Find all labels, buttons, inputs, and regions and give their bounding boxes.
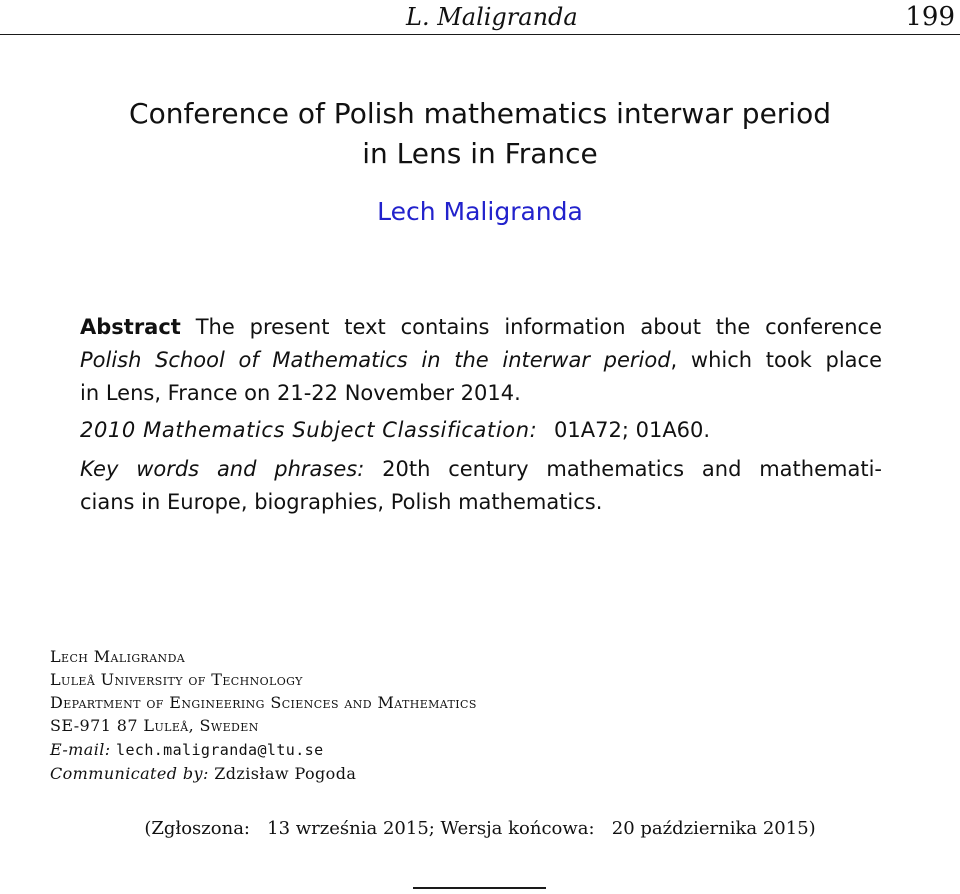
- paper-title: [0, 94, 960, 174]
- abstract-italic-phrase: Polish School of Mathematics in the interwar period: [80, 348, 671, 372]
- communicated-line: [50, 763, 356, 785]
- abstract-line-3: in Lens, France on 21-22 November 2014.: [80, 381, 521, 405]
- submission-dates: (Zgłoszona: 13 września 2015; Wersja końcowa: 20 października 2015): [144, 818, 816, 839]
- email-label: E-mail:: [50, 740, 111, 759]
- running-head-author: L. Maligranda: [406, 3, 578, 31]
- keywords-label: Key words and phrases:: [80, 457, 365, 481]
- address-department: Department of Engineering Sciences and Mathematics: [50, 693, 477, 712]
- footnote-rule: [413, 887, 546, 889]
- abstract-line-1: [80, 313, 882, 341]
- msc-line: [80, 416, 882, 444]
- address-postal: SE-971 87 Luleå, Sweden: [50, 716, 259, 735]
- abstract-text-1: The present text contains information about the conference: [195, 315, 882, 339]
- communicated-name: Zdzisław Pogoda: [214, 764, 357, 783]
- author-link[interactable]: Lech Maligranda: [377, 197, 583, 226]
- abstract-label: Abstract: [80, 315, 181, 339]
- email-line: [50, 739, 324, 761]
- msc-value: 01A72; 01A60.: [554, 418, 711, 442]
- keywords-text-1: 20th century mathematics and mathemati-: [382, 457, 882, 481]
- keywords-line-2: cians in Europe, biographies, Polish mathematics.: [80, 490, 603, 514]
- keywords-line-1: [80, 455, 882, 483]
- msc-label: 2010 Mathematics Subject Classification:: [80, 418, 538, 442]
- page-number: 199: [905, 2, 955, 32]
- email-address[interactable]: lech.maligranda@ltu.se: [116, 741, 324, 759]
- header-rule: [0, 34, 960, 35]
- address-name: Lech Maligranda: [50, 647, 186, 666]
- abstract-line-2: [80, 346, 882, 374]
- title-line-1: Conference of Polish mathematics interwar period: [129, 97, 831, 130]
- address-university: Luleå University of Technology: [50, 670, 303, 689]
- communicated-label: Communicated by:: [50, 764, 209, 783]
- abstract-text-2: , which took place: [670, 348, 883, 372]
- title-line-2: in Lens in France: [362, 137, 598, 170]
